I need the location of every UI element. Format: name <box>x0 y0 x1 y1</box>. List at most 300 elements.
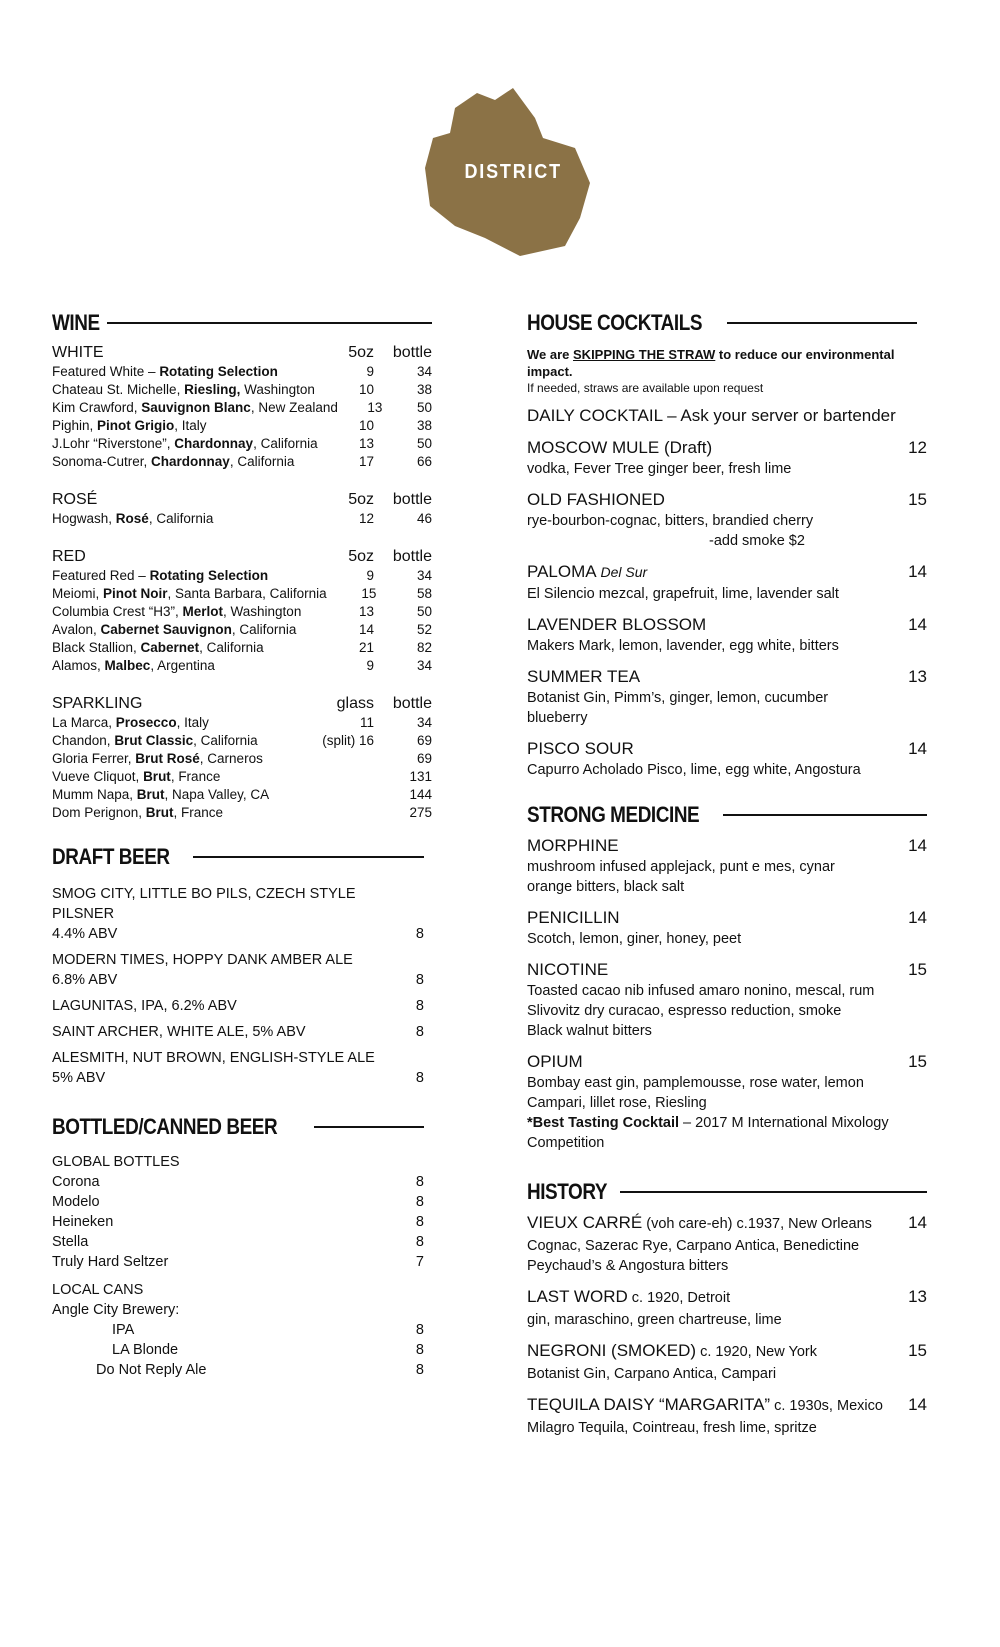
local-cans-title: LOCAL CANS <box>52 1282 144 1298</box>
can-price: 8 <box>415 1342 424 1358</box>
draft-item <box>52 1048 424 1088</box>
award-detail-2: Competition <box>527 1135 605 1151</box>
wine-producer: Featured Red – <box>52 568 150 583</box>
cocktail-item <box>527 665 927 728</box>
bottle-item <box>52 1212 424 1232</box>
cocktail-name <box>527 737 887 760</box>
daily-cocktail: DAILY COCKTAIL – Ask your server or bartender <box>527 406 896 425</box>
cocktail-item <box>527 1050 927 1153</box>
wine-bottle-price: 34 <box>416 658 432 673</box>
draft-beer: HOPPY DANK AMBER ALE <box>172 952 353 968</box>
wine-row <box>52 657 432 675</box>
wine-producer: Kim Crawford, <box>52 400 142 415</box>
wine-region: , California <box>148 511 214 526</box>
draft-price: 8 <box>415 1024 424 1040</box>
wine-varietal: Malbec <box>104 658 151 673</box>
history-header <box>527 1179 927 1205</box>
cocktail-desc: Capurro Acholado Pisco, lime, egg white, Angostura <box>527 762 861 778</box>
cocktail-desc: Black walnut bitters <box>527 1023 652 1039</box>
wine-name <box>52 399 338 417</box>
cocktail-item <box>527 436 927 479</box>
draft-abv: 5% ABV <box>52 1070 106 1086</box>
draft-brewery: ALESMITH, <box>52 1050 133 1066</box>
wine-region: , Italy <box>174 418 207 433</box>
wine-group <box>52 546 432 675</box>
wine-group <box>52 693 432 822</box>
cocktail-name <box>527 1285 887 1310</box>
strong-header <box>527 802 927 828</box>
draft-brewery: MODERN TIMES, <box>52 952 173 968</box>
wine-producer: Black Stallion, <box>52 640 141 655</box>
wine-varietal: Brut <box>136 787 165 802</box>
bottled-header <box>52 1114 424 1140</box>
cocktail-item <box>527 488 927 551</box>
bottle-name: Modelo <box>52 1194 100 1210</box>
cocktail-desc: vodka, Fever Tree ginger beer, fresh lime <box>527 461 792 477</box>
wine-name <box>52 363 322 381</box>
cocktail-item <box>527 1339 927 1384</box>
cocktail-name <box>527 834 887 857</box>
draft-brewery: SAINT ARCHER, <box>52 1024 167 1040</box>
wine-varietal: Brut Classic <box>114 733 194 748</box>
cocktail-suffix: c. 1920, Detroit <box>627 1290 731 1306</box>
cocktail-award <box>527 1113 927 1133</box>
wine-groups <box>52 342 432 822</box>
draft-name <box>52 1022 384 1042</box>
cocktail-name <box>527 1211 887 1236</box>
cocktail-head <box>527 1050 927 1073</box>
cocktail-head <box>527 958 927 981</box>
wine-name <box>52 804 322 822</box>
cocktail-desc: rye-bourbon-cognac, bitters, brandied cherry <box>527 513 814 529</box>
wine-name <box>52 639 322 657</box>
cocktail-price: 14 <box>908 562 927 581</box>
draft-line <box>52 950 384 970</box>
wine-bottle-price: 52 <box>416 622 432 637</box>
wine-header <box>52 310 432 336</box>
wine-glass-price <box>322 768 374 786</box>
wine-col-bottle: bottle <box>392 695 432 712</box>
wine-bottle-price: 131 <box>409 769 432 784</box>
cocktail-item <box>527 958 927 1041</box>
wine-row <box>52 417 432 435</box>
cocktail-item <box>527 613 927 656</box>
cocktail-price: 15 <box>908 960 927 979</box>
wine-varietal: Brut Rosé <box>135 751 200 766</box>
house-list <box>527 436 927 780</box>
draft-line <box>52 884 384 924</box>
cocktail-head <box>527 1285 927 1310</box>
cocktail-price: 12 <box>908 438 927 457</box>
wine-varietal: Sauvignon Blanc <box>141 400 251 415</box>
bottle-item <box>52 1232 424 1252</box>
house-header <box>527 310 917 336</box>
wine-name <box>52 657 322 675</box>
wine-group-name: SPARKLING <box>52 695 143 712</box>
cocktail-head <box>527 488 927 511</box>
cocktail-head <box>527 665 927 688</box>
wine-varietal: Prosecco <box>115 715 177 730</box>
wine-producer: Gloria Ferrer, <box>52 751 136 766</box>
cocktail-desc: Peychaud’s & Angostura bitters <box>527 1258 729 1274</box>
draft-item <box>52 996 424 1016</box>
wine-glass-price: 13 <box>367 400 383 415</box>
wine-bottle-price: 144 <box>409 787 432 802</box>
bottled-title: BOTTLED/CANNED BEER <box>52 1114 278 1139</box>
cocktail-price: 14 <box>908 739 927 758</box>
bottle-name: Corona <box>52 1174 100 1190</box>
wine-name <box>52 585 327 603</box>
global-bottles-title: GLOBAL BOTTLES <box>52 1154 180 1170</box>
draft-item <box>52 950 424 990</box>
strong-title: STRONG MEDICINE <box>527 802 700 827</box>
wine-name <box>52 714 322 732</box>
straw-note-2: If needed, straws are available upon request <box>527 381 764 395</box>
draft-name <box>52 950 384 990</box>
can-name: IPA <box>112 1322 135 1338</box>
cocktail-desc: Cognac, Sazerac Rye, Carpano Antica, Benedictine <box>527 1238 860 1254</box>
wine-name <box>52 621 322 639</box>
cocktail-title: PALOMA <box>527 562 597 581</box>
wine-col-glass: 5oz <box>348 548 374 565</box>
wine-glass-price: 10 <box>358 418 374 433</box>
wine-glass-price: 17 <box>358 454 374 469</box>
wine-col-bottle: bottle <box>392 344 432 361</box>
wine-producer: Vueve Cliquot, <box>52 769 144 784</box>
wine-glass-price: 13 <box>358 604 374 619</box>
bottle-price: 8 <box>415 1214 424 1230</box>
wine-bottle-price: 38 <box>416 418 432 433</box>
wine-name <box>52 567 322 585</box>
wine-col-glass: 5oz <box>348 344 374 361</box>
draft-beer: IPA <box>141 998 164 1014</box>
wine-group-name: WHITE <box>52 344 104 361</box>
wine-varietal: Riesling, <box>184 382 241 397</box>
draft-line <box>52 1022 384 1042</box>
can-item <box>52 1360 424 1380</box>
cocktail-desc: -add smoke $2 <box>709 533 805 549</box>
wine-producer: J.Lohr “Riverstone”, <box>52 436 175 451</box>
cocktail-title: NICOTINE <box>527 960 609 979</box>
wine-rule <box>107 322 432 324</box>
cocktail-suffix: (Draft) <box>659 438 713 457</box>
wine-producer: La Marca, <box>52 715 116 730</box>
wine-producer: Featured White – <box>52 364 160 379</box>
wine-group <box>52 489 432 528</box>
draft-abv: , 5% ABV <box>244 1024 306 1040</box>
cocktail-desc: orange bitters, black salt <box>527 879 685 895</box>
cocktail-suffix: (voh care-eh) c.1937, New Orleans <box>642 1216 872 1232</box>
wine-glass-price: 11 <box>359 715 374 730</box>
draft-beer: LITTLE BO PILS, CZECH STYLE PILSNER <box>52 886 356 922</box>
cocktail-head <box>527 834 927 857</box>
wine-col-glass: glass <box>336 695 374 712</box>
cocktail-head <box>527 737 927 760</box>
wine-producer: Mumm Napa, <box>52 787 137 802</box>
cocktail-suffix: Del Sur <box>596 564 648 580</box>
wine-group <box>52 342 432 471</box>
wine-bottle-price: 69 <box>416 733 432 748</box>
cocktail-item <box>527 737 927 780</box>
local-list <box>52 1320 424 1380</box>
wine-row <box>52 363 432 381</box>
cocktail-price: 14 <box>908 908 927 927</box>
wine-group-name: RED <box>52 548 86 565</box>
wine-name <box>52 435 322 453</box>
wine-bottle-price: 50 <box>416 604 432 619</box>
wine-col-bottle: bottle <box>392 491 432 508</box>
cocktail-head <box>527 1393 927 1418</box>
wine-varietal: Merlot <box>182 604 224 619</box>
brewery-name: Angle City Brewery: <box>52 1302 180 1318</box>
wine-glass-price: 9 <box>366 568 374 583</box>
wine-row <box>52 453 432 471</box>
logo-text: DISTRICT <box>464 161 562 184</box>
cocktail-price: 14 <box>908 836 927 855</box>
wine-col-bottle: bottle <box>392 548 432 565</box>
cocktail-title: SUMMER TEA <box>527 667 641 686</box>
cocktail-price: 13 <box>908 667 927 686</box>
cocktail-desc: Toasted cacao nib infused amaro nonino, mescal, rum <box>527 983 875 999</box>
wine-region: , New Zealand <box>250 400 338 415</box>
wine-row <box>52 435 432 453</box>
wine-row <box>52 639 432 657</box>
award-detail: – 2017 M International Mixology <box>679 1115 889 1131</box>
house-rule <box>727 322 917 324</box>
can-item <box>52 1340 424 1360</box>
can-price: 8 <box>415 1322 424 1338</box>
cocktail-item <box>527 1285 927 1330</box>
cocktail-desc: Makers Mark, lemon, lavender, egg white, bitters <box>527 638 839 654</box>
wine-glass-price: 9 <box>366 658 374 673</box>
bottled-rule <box>314 1126 424 1128</box>
wine-producer: Avalon, <box>52 622 101 637</box>
wine-varietal: Cabernet <box>140 640 200 655</box>
draft-header <box>52 844 424 870</box>
wine-group-header <box>52 342 432 363</box>
wine-row <box>52 750 432 768</box>
bottled-list <box>52 1152 424 1380</box>
draft-line <box>52 996 384 1016</box>
cocktail-desc: Botanist Gin, Carpano Antica, Campari <box>527 1366 777 1382</box>
cocktail-head <box>527 1211 927 1236</box>
wine-region: , California <box>199 640 264 655</box>
wine-region: , Italy <box>176 715 209 730</box>
wine-bottle-price: 82 <box>416 640 432 655</box>
wine-producer: Chateau St. Michelle, <box>52 382 185 397</box>
wine-varietal: Brut <box>145 805 174 820</box>
cocktail-name <box>527 1050 887 1073</box>
wine-producer: Dom Perignon, <box>52 805 146 820</box>
cocktail-title: MOSCOW MULE <box>527 438 660 457</box>
wine-producer: Hogwash, <box>52 511 116 526</box>
draft-brewery: LAGUNITAS, <box>52 998 142 1014</box>
draft-beer: NUT BROWN, ENGLISH-STYLE ALE <box>132 1050 375 1066</box>
cocktail-desc: Bombay east gin, pamplemousse, rose water, lemon <box>527 1075 864 1091</box>
cocktail-item <box>527 1211 927 1276</box>
cocktail-title: NEGRONI (SMOKED) <box>527 1341 697 1360</box>
wine-producer: Alamos, <box>52 658 105 673</box>
cocktail-head <box>527 906 927 929</box>
cocktail-desc: Milagro Tequila, Cointreau, fresh lime, spritze <box>527 1420 817 1436</box>
strong-rule <box>723 814 927 816</box>
wine-bottle-price: 38 <box>416 382 432 397</box>
wine-varietal: Brut <box>143 769 171 784</box>
cocktail-title: TEQUILA DAISY “MARGARITA” <box>527 1395 771 1414</box>
bottle-name: Stella <box>52 1234 89 1250</box>
cocktail-name <box>527 613 887 636</box>
wine-region: Washington <box>240 382 315 397</box>
wine-glass-price: 14 <box>358 622 374 637</box>
cocktail-price: 15 <box>908 1341 927 1360</box>
cocktail-desc: Botanist Gin, Pimm’s, ginger, lemon, cucumber <box>527 690 829 706</box>
bottle-price: 8 <box>415 1234 424 1250</box>
wine-producer: Pighin, <box>52 418 98 433</box>
wine-varietal: Pinot Noir <box>103 586 168 601</box>
wine-region: , California <box>193 733 258 748</box>
wine-varietal: Rotating Selection <box>159 364 278 379</box>
wine-name <box>52 732 322 750</box>
wine-varietal: Chardonnay <box>174 436 254 451</box>
cocktail-price: 14 <box>908 1213 927 1232</box>
wine-row <box>52 381 432 399</box>
wine-region: , California <box>253 436 318 451</box>
wine-group-name: ROSÉ <box>52 491 98 508</box>
wine-region: , France <box>173 805 224 820</box>
cocktail-title: LAST WORD <box>527 1287 628 1306</box>
wine-name <box>52 750 322 768</box>
wine-region: , California <box>229 454 295 469</box>
bottle-name: Truly Hard Seltzer <box>52 1254 169 1270</box>
wine-row <box>52 804 432 822</box>
cocktail-desc: El Silencio mezcal, grapefruit, lime, lavender salt <box>527 586 839 602</box>
house-title: HOUSE COCKTAILS <box>527 310 703 335</box>
wine-name <box>52 603 322 621</box>
wine-bottle-price: 50 <box>416 400 432 415</box>
wine-row <box>52 714 432 732</box>
draft-abv: , 6.2% ABV <box>163 998 237 1014</box>
cocktail-name <box>527 488 887 511</box>
cocktail-desc: blueberry <box>527 710 588 726</box>
wine-name <box>52 768 322 786</box>
wine-bottle-price: 50 <box>416 436 432 451</box>
left-column <box>52 310 432 1380</box>
wine-row <box>52 786 432 804</box>
cocktail-head <box>527 1339 927 1364</box>
wine-name <box>52 381 322 399</box>
cocktail-price: 15 <box>908 490 927 509</box>
history-title: HISTORY <box>527 1179 608 1204</box>
wine-varietal: Rotating Selection <box>149 568 269 583</box>
draft-abv: 6.8% ABV <box>52 972 118 988</box>
cocktail-head <box>527 613 927 636</box>
wine-region: , California <box>231 622 297 637</box>
cocktail-suffix: c. 1920, New York <box>696 1344 817 1360</box>
cocktail-desc: gin, maraschino, green chartreuse, lime <box>527 1312 782 1328</box>
history-rule <box>620 1191 927 1193</box>
wine-region: , Argentina <box>150 658 215 673</box>
cocktail-desc: mushroom infused applejack, punt e mes, cynar <box>527 859 835 875</box>
strong-list <box>527 834 927 1153</box>
cocktail-title: OPIUM <box>527 1052 583 1071</box>
cocktail-price: 14 <box>908 1395 927 1414</box>
wine-region: , Santa Barbara, California <box>167 586 327 601</box>
history-list <box>527 1211 927 1438</box>
cocktail-desc: Campari, lillet rose, Riesling <box>527 1095 707 1111</box>
wine-region: , France <box>170 769 221 784</box>
wine-region: , Napa Valley, CA <box>164 787 270 802</box>
wine-glass-price: 21 <box>358 640 374 655</box>
wine-glass-price: 15 <box>361 586 377 601</box>
wine-region: , Carneros <box>199 751 263 766</box>
wine-glass-price <box>322 750 374 768</box>
cocktail-title: PENICILLIN <box>527 908 620 927</box>
wine-glass-price: 13 <box>358 436 374 451</box>
wine-glass-price <box>322 804 374 822</box>
cocktail-item <box>527 906 927 949</box>
draft-abv: 4.4% ABV <box>52 926 118 942</box>
wine-name <box>52 417 322 435</box>
wine-producer: Meiomi, <box>52 586 104 601</box>
cocktail-name <box>527 436 887 459</box>
draft-price: 8 <box>415 972 424 988</box>
wine-bottle-price: 66 <box>416 454 432 469</box>
wine-bottle-price: 275 <box>409 805 432 820</box>
cocktail-head <box>527 436 927 459</box>
cocktail-suffix: c. 1930s, Mexico <box>770 1398 883 1414</box>
draft-list <box>52 884 424 1088</box>
bottle-price: 8 <box>415 1194 424 1210</box>
wine-bottle-price: 58 <box>416 586 432 601</box>
cocktail-name <box>527 1393 887 1418</box>
draft-price: 8 <box>415 1070 424 1086</box>
cocktail-title: MORPHINE <box>527 836 619 855</box>
cocktail-price: 15 <box>908 1052 927 1071</box>
wine-glass-price: 12 <box>358 511 374 526</box>
draft-item <box>52 884 424 944</box>
cocktail-price: 14 <box>908 615 927 634</box>
wine-glass-price: 9 <box>366 364 374 379</box>
wine-glass-price: 10 <box>358 382 374 397</box>
can-price: 8 <box>415 1362 424 1378</box>
cocktail-desc: Scotch, lemon, giner, honey, peet <box>527 931 742 947</box>
wine-row <box>52 732 432 750</box>
wine-varietal: Pinot Grigio <box>97 418 175 433</box>
draft-name <box>52 996 384 1016</box>
cocktail-name <box>527 665 887 688</box>
cocktail-item <box>527 834 927 897</box>
wine-row <box>52 585 432 603</box>
cocktail-name <box>527 958 887 981</box>
wine-group-header <box>52 693 432 714</box>
wine-row <box>52 567 432 585</box>
award-title: *Best Tasting Cocktail <box>527 1115 680 1131</box>
cocktail-title: PISCO SOUR <box>527 739 634 758</box>
bottle-item <box>52 1252 424 1272</box>
cocktail-item <box>527 560 927 604</box>
draft-name <box>52 884 384 944</box>
draft-name <box>52 1048 384 1088</box>
cocktail-name <box>527 560 887 584</box>
wine-row <box>52 399 432 417</box>
wine-group-header <box>52 489 432 510</box>
draft-price: 8 <box>415 926 424 942</box>
wine-name <box>52 510 322 528</box>
wine-row <box>52 621 432 639</box>
straw-note-link: SKIPPING THE STRAW <box>573 347 716 362</box>
wine-varietal: Chardonnay <box>151 454 230 469</box>
cocktail-name <box>527 1339 887 1364</box>
